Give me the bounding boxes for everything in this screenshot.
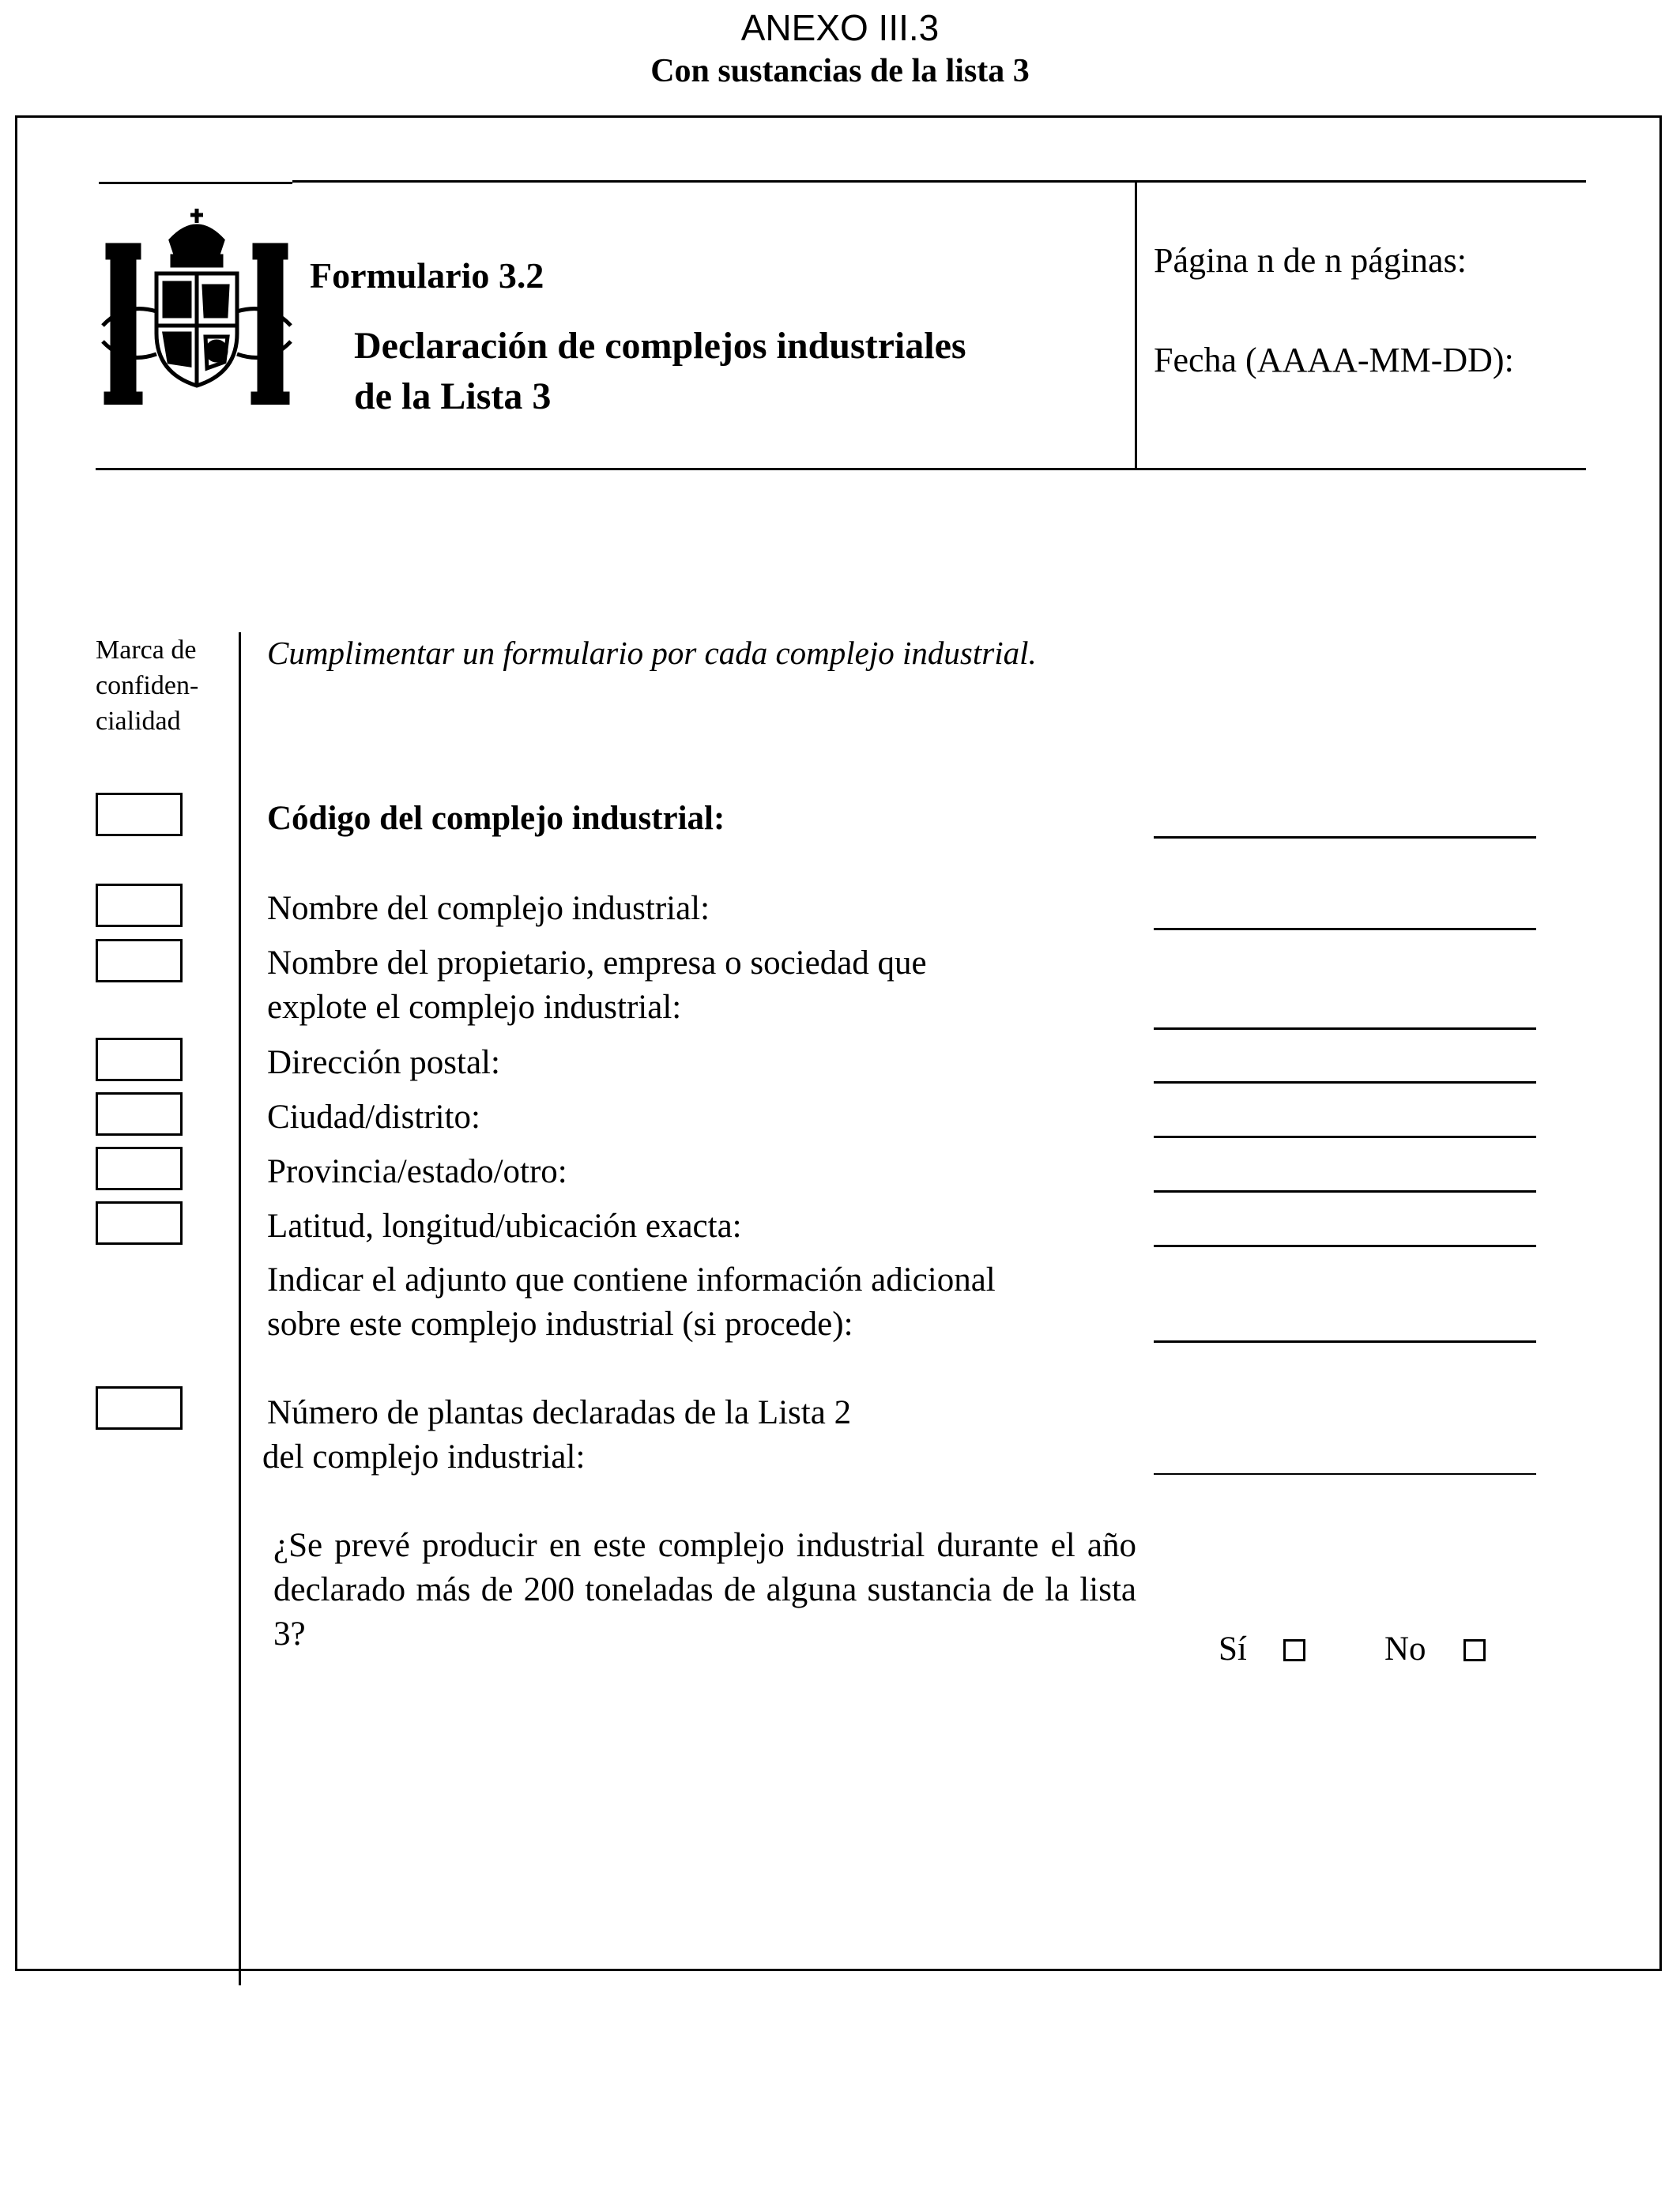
instruction-text: Cumplimentar un formulario por cada complejo industrial. [267,635,1037,671]
answer-line-address[interactable] [1154,1081,1536,1084]
field-label-province: Provincia/estado/otro: [267,1153,567,1190]
field-label-name: Nombre del complejo industrial: [267,890,710,927]
date-label: Fecha (AAAA-MM-DD): [1154,341,1514,379]
field-label-owner-line1: Nombre del propietario, empresa o sociedad que [267,944,927,982]
no-checkbox[interactable] [1463,1639,1486,1661]
form-description-line2: de la Lista 3 [354,375,552,417]
field-label-plants-line2: del complejo industrial: [262,1438,586,1476]
answer-line-attachment[interactable] [1154,1340,1536,1343]
header-top-rule-left [99,182,292,184]
answer-line-owner[interactable] [1154,1027,1536,1030]
coat-of-arms-icon [101,207,292,405]
confidentiality-label: Marca de confiden-cialidad [96,635,199,736]
field-label-location: Latitud, longitud/ubicación exacta: [267,1208,742,1245]
field-label-address: Dirección postal: [267,1044,500,1081]
form-title: Formulario 3.2 [310,255,544,296]
answer-line-province[interactable] [1154,1190,1536,1193]
annex-title: ANEXO III.3 [740,7,940,48]
annex-subtitle: Con sustancias de la lista 3 [650,53,1030,89]
answer-line-city[interactable] [1154,1136,1536,1138]
answer-line-plants[interactable] [1154,1473,1536,1475]
yes-checkbox[interactable] [1283,1639,1305,1661]
confidentiality-checkbox-owner[interactable] [96,939,183,982]
field-label-code: Código del complejo industrial: [267,800,725,837]
confidentiality-checkbox-plants[interactable] [96,1386,183,1430]
confidentiality-checkbox-province[interactable] [96,1147,183,1190]
header-divider [1135,182,1137,468]
header-bottom-rule [96,468,1586,470]
form-description-line1: Declaración de complejos industriales [354,325,966,367]
field-label-owner-line2: explote el complejo industrial: [267,989,682,1026]
field-label-attachment-line1: Indicar el adjunto que contiene información adicional [267,1261,996,1299]
page-count-label: Página n de n páginas: [1154,241,1467,280]
yes-label: Sí [1219,1630,1247,1668]
answer-line-code[interactable] [1154,836,1536,839]
field-label-city: Ciudad/distrito: [267,1099,480,1136]
confidentiality-checkbox-location[interactable] [96,1201,183,1245]
confidentiality-checkbox-city[interactable] [96,1092,183,1136]
confidentiality-column-divider [239,632,241,1985]
field-label-attachment-line2: sobre este complejo industrial (si procede): [267,1306,853,1343]
answer-line-name[interactable] [1154,928,1536,930]
confidentiality-checkbox-name[interactable] [96,884,183,927]
confidentiality-checkbox-code[interactable] [96,793,183,836]
production-question: ¿Se prevé producir en este complejo industrial durante el año declarado más de 200 toneladas de alguna sustancia de la lista 3? [273,1527,1136,1653]
answer-line-location[interactable] [1154,1245,1536,1247]
confidentiality-checkbox-address[interactable] [96,1038,183,1081]
no-label: No [1384,1630,1426,1668]
field-label-plants-line1: Número de plantas declaradas de la Lista 2 [267,1394,852,1431]
header-top-rule [292,180,1586,183]
